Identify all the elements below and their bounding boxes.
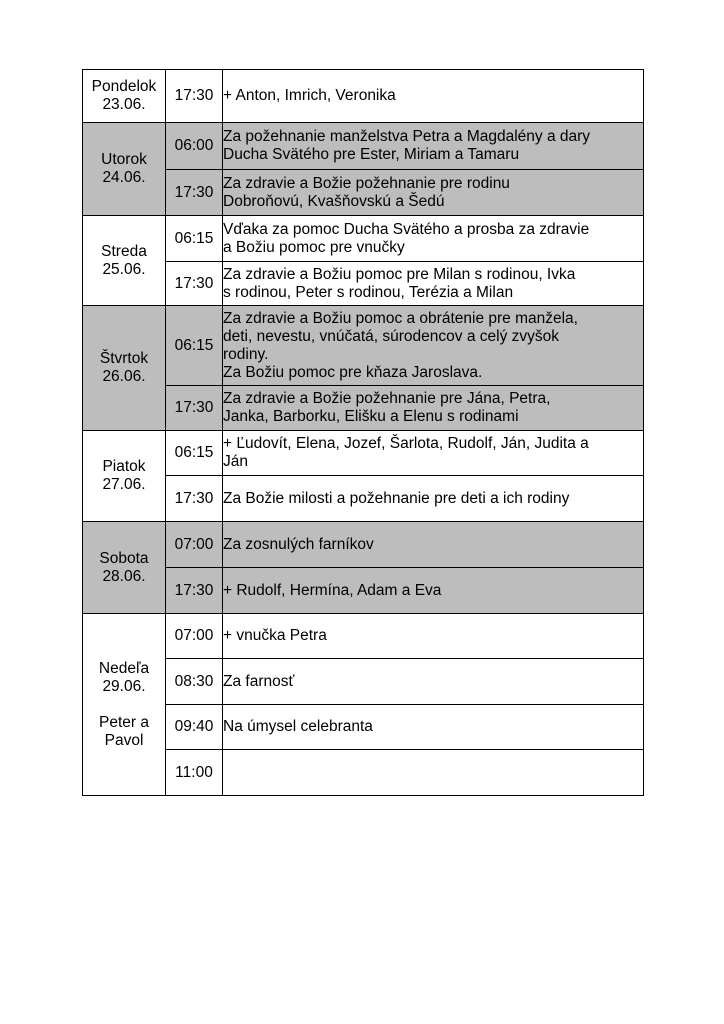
table-row: [83, 262, 644, 306]
day-cell: [83, 216, 166, 306]
day-date: 23.06.: [102, 96, 146, 113]
table-row: [83, 216, 644, 262]
day-name: Utorok: [101, 151, 147, 168]
mass-intention: [223, 170, 644, 216]
day-date: 27.06.: [102, 476, 146, 493]
mass-intention: [223, 123, 644, 170]
mass-time: 17:30: [166, 262, 223, 306]
day-date: 29.06.: [102, 677, 146, 695]
day-feast: Peter a Pavol: [99, 713, 149, 749]
intention-line: + Anton, Imrich, Veronika: [223, 87, 396, 104]
intention-line: Za farnosť: [223, 672, 295, 690]
day-cell: [83, 522, 166, 614]
mass-intention: [223, 568, 644, 614]
day-cell: [83, 123, 166, 216]
intention-line: Za zosnulých farníkov: [223, 535, 374, 553]
intention-line: Za zdravie a Božiu pomoc pre Milan s rodinou, Ivka: [223, 265, 576, 283]
day-name: Sobota: [99, 549, 149, 567]
mass-intention: [223, 431, 644, 476]
table-row: [83, 170, 644, 216]
mass-time: 06:00: [166, 123, 223, 170]
mass-intention: [223, 614, 644, 659]
intention-line: Vďaka za pomoc Ducha Svätého a prosba za zdravie: [223, 220, 590, 238]
intention-line: a Božiu pomoc pre vnučky: [223, 238, 405, 256]
intention-line: deti, nevestu, vnúčatá, súrodencov a celý zvyšok: [223, 327, 560, 345]
day-name: Pondelok: [91, 78, 157, 95]
table-row: [83, 476, 644, 522]
table-row: [83, 750, 644, 796]
day-name: Nedeľa: [98, 659, 150, 677]
table-row: [83, 70, 644, 123]
table-row: [83, 386, 644, 431]
mass-time: 17:30: [166, 70, 223, 123]
day-name: Streda: [101, 242, 147, 260]
day-date: 24.06.: [102, 169, 146, 186]
intention-line: rodiny.: [223, 345, 269, 363]
mass-intention: [223, 522, 644, 568]
intention-line: Za zdravie a Božie požehnanie pre Jána, Petra,: [223, 390, 551, 407]
schedule-body: [83, 70, 644, 796]
intention-line: s rodinou, Peter s rodinou, Terézia a Milan: [223, 283, 514, 301]
mass-intention: [223, 705, 644, 750]
intention-line: Ján: [223, 453, 248, 470]
intention-line: + vnučka Petra: [223, 627, 327, 644]
day-name: Štvrtok: [99, 350, 149, 367]
table-row: [83, 123, 644, 170]
day-cell: [83, 306, 166, 431]
table-row: [83, 568, 644, 614]
table-row: [83, 522, 644, 568]
intention-line: Za Božie milosti a požehnanie pre deti a ich rodiny: [223, 489, 570, 507]
mass-intention: [223, 386, 644, 431]
intention-line: Za Božiu pomoc pre kňaza Jaroslava.: [223, 363, 483, 381]
mass-time: 07:00: [166, 614, 223, 659]
intention-line: Za zdravie a Božie požehnanie pre rodinu: [223, 174, 510, 192]
mass-intention: [223, 306, 644, 386]
mass-intention: [223, 216, 644, 262]
table-row: [83, 659, 644, 705]
intention-line: Dobroňovú, Kvašňovskú a Šedú: [223, 192, 445, 210]
mass-schedule-table: [82, 69, 644, 796]
mass-time: 06:15: [166, 306, 223, 386]
mass-time: 09:40: [166, 705, 223, 750]
day-cell: [83, 431, 166, 522]
intention-line: Janka, Barborku, Elišku a Elenu s rodinami: [223, 408, 519, 425]
mass-time: 06:15: [166, 216, 223, 262]
day-date: 25.06.: [102, 260, 146, 278]
table-row: [83, 306, 644, 386]
intention-line: Na úmysel celebranta: [223, 718, 373, 735]
mass-time: 17:30: [166, 476, 223, 522]
mass-intention: [223, 262, 644, 306]
mass-intention: [223, 750, 644, 796]
day-date: 28.06.: [102, 567, 146, 585]
mass-time: 17:30: [166, 568, 223, 614]
mass-time: 17:30: [166, 170, 223, 216]
intention-line: + Rudolf, Hermína, Adam a Eva: [223, 581, 442, 599]
mass-intention: [223, 476, 644, 522]
mass-intention: [223, 659, 644, 705]
intention-line: Za požehnanie manželstva Petra a Magdalény a dary: [223, 128, 591, 145]
table-row: [83, 431, 644, 476]
intention-line: + Ľudovít, Elena, Jozef, Šarlota, Rudolf, Ján, Judita a: [223, 435, 589, 452]
table-row: [83, 614, 644, 659]
day-cell: [83, 70, 166, 123]
day-date: 26.06.: [102, 368, 146, 385]
mass-time: 07:00: [166, 522, 223, 568]
mass-time: 08:30: [166, 659, 223, 705]
intention-line: Za zdravie a Božiu pomoc a obrátenie pre manžela,: [223, 309, 578, 327]
day-spacer: [83, 696, 165, 714]
intention-line: Ducha Svätého pre Ester, Miriam a Tamaru: [223, 146, 520, 163]
mass-time: 11:00: [166, 750, 223, 796]
mass-time: 17:30: [166, 386, 223, 431]
day-cell: [83, 614, 166, 796]
mass-time: 06:15: [166, 431, 223, 476]
day-name: Piatok: [102, 458, 146, 475]
mass-intention: [223, 70, 644, 123]
table-row: [83, 705, 644, 750]
